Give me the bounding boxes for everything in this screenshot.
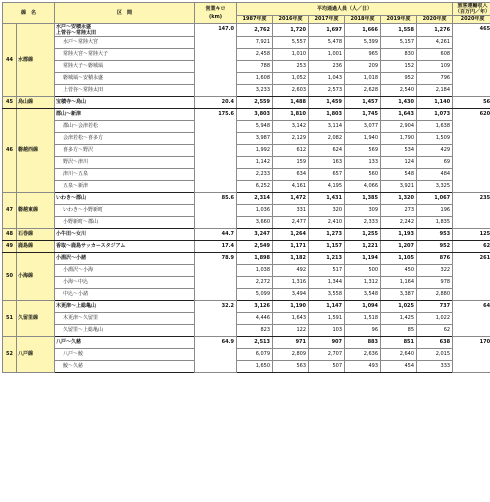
line-name: 久留里線 [17,301,55,337]
revenue-value: 125 [453,229,490,241]
traffic-value: 5,478 [309,37,345,49]
table-row [3,37,490,49]
traffic-value: 1,276 [417,24,453,37]
traffic-value: 1,320 [381,193,417,205]
traffic-value: 69 [417,157,453,169]
traffic-value: 4,446 [237,313,273,325]
table-row [3,349,490,361]
line-name: 小海線 [17,253,55,301]
traffic-value: 450 [381,265,417,277]
traffic-value: 1,036 [237,205,273,217]
traffic-value: 1,643 [381,109,417,121]
traffic-value: 1,745 [345,109,381,121]
traffic-value: 103 [309,325,345,337]
table-row [3,109,490,121]
table-row [3,169,490,181]
traffic-value: 1,142 [237,157,273,169]
traffic-value: 1,264 [273,229,309,241]
traffic-value: 1,255 [345,229,381,241]
section-name: 常陸大子～磐城塙 [55,61,195,73]
traffic-value: 634 [273,169,309,181]
traffic-value: 85 [381,325,417,337]
line-number: 52 [3,337,17,373]
section-name: 八戸～久慈 [55,337,195,349]
traffic-value: 5,399 [345,37,381,49]
traffic-value: 1,067 [417,193,453,205]
traffic-value: 1,312 [345,277,381,289]
revenue-value: 62 [453,241,490,253]
traffic-value: 3,494 [273,289,309,301]
section-name: 小牛田～女川 [55,229,195,241]
traffic-value: 608 [417,49,453,61]
section-name: いわき～小野新町 [55,205,195,217]
traffic-value: 971 [273,337,309,349]
traffic-value: 1,558 [381,24,417,37]
traffic-value: 3,142 [273,121,309,133]
traffic-value: 1,043 [309,73,345,85]
traffic-value: 2,242 [381,217,417,229]
traffic-value: 2,640 [381,349,417,361]
line-name: 水郡線 [17,24,55,97]
traffic-value: 3,921 [381,181,417,193]
traffic-value: 1,509 [417,133,453,145]
traffic-value: 952 [381,73,417,85]
route-km: 64.9 [195,337,237,373]
traffic-value: 4,195 [309,181,345,193]
traffic-value: 2,233 [237,169,273,181]
table-row [3,97,490,109]
traffic-value: 331 [273,205,309,217]
traffic-value: 1,697 [309,24,345,37]
table-row [3,301,490,313]
traffic-value: 534 [381,145,417,157]
section-name: 喜多方～野沢 [55,145,195,157]
section-name: 小野新町～郡山 [55,217,195,229]
traffic-value: 2,636 [345,349,381,361]
table-row [3,277,490,289]
table-row [3,253,490,265]
traffic-value: 1,790 [381,133,417,145]
traffic-table [2,2,490,373]
traffic-value: 2,410 [309,217,345,229]
line-number: 51 [3,301,17,337]
header-year: 2017年度 [309,16,345,24]
revenue-value: 170 [453,337,490,373]
traffic-value: 1,182 [273,253,309,265]
traffic-value: 3,387 [381,289,417,301]
traffic-value: 5,099 [237,289,273,301]
traffic-value: 1,431 [309,193,345,205]
traffic-value: 454 [381,361,417,373]
traffic-value: 1,992 [237,145,273,157]
section-name: 久留里～上総亀山 [55,325,195,337]
traffic-value: 500 [345,265,381,277]
table-row [3,241,490,253]
traffic-value: 1,140 [417,97,453,109]
traffic-value: 122 [273,325,309,337]
traffic-value: 2,184 [417,85,453,97]
traffic-value: 1,638 [417,121,453,133]
traffic-value: 1,591 [309,313,345,325]
section-name: いわき～郡山 [55,193,195,205]
traffic-value: 2,904 [381,121,417,133]
header-line: 線 名 [3,3,55,24]
route-km: 17.4 [195,241,237,253]
traffic-value: 309 [345,205,381,217]
traffic-value: 624 [309,145,345,157]
traffic-value: 1,022 [417,313,453,325]
section-name: 鮫～久慈 [55,361,195,373]
traffic-value: 124 [381,157,417,169]
route-km: 175.6 [195,109,237,193]
traffic-value: 1,073 [417,109,453,121]
traffic-value: 876 [417,253,453,265]
line-number: 49 [3,241,17,253]
traffic-value: 823 [237,325,273,337]
section-name: 水戸～安積永盛 上菅谷～常陸太田 [55,24,195,37]
section-name: 小淵沢～小諸 [55,253,195,265]
traffic-value: 6,079 [237,349,273,361]
traffic-value: 2,603 [273,85,309,97]
header-revenue: 旅客運輸収入 （百万円／年） [453,3,490,16]
route-km: 147.0 [195,24,237,97]
traffic-value: 830 [381,49,417,61]
traffic-value: 236 [309,61,345,73]
header-section: 区 間 [55,3,195,24]
section-name: 野沢～津川 [55,157,195,169]
traffic-value: 3,660 [237,217,273,229]
section-name: 小淵沢～小海 [55,265,195,277]
traffic-value: 2,559 [237,97,273,109]
table-row [3,133,490,145]
traffic-value: 1,643 [273,313,309,325]
table-row [3,49,490,61]
table-row [3,229,490,241]
section-name: 中込～小諸 [55,289,195,301]
section-name: 八戸～鮫 [55,349,195,361]
traffic-value: 1,273 [309,229,345,241]
traffic-value: 5,948 [237,121,273,133]
traffic-value: 569 [345,145,381,157]
route-km: 20.4 [195,97,237,109]
traffic-value: 2,573 [309,85,345,97]
revenue-value: 235 [453,193,490,229]
revenue-value: 64 [453,301,490,337]
table-row [3,73,490,85]
traffic-value: 1,650 [237,361,273,373]
traffic-value: 1,898 [237,253,273,265]
header-km: 営業キロ (km) [195,3,237,24]
traffic-value: 4,066 [345,181,381,193]
traffic-value: 429 [417,145,453,157]
line-number: 48 [3,229,17,241]
table-row [3,337,490,349]
traffic-value: 1,001 [309,49,345,61]
header-traffic: 平均通過人員（人／日） [237,3,453,16]
section-name: 津川～五泉 [55,169,195,181]
header-year: 2019年度 [381,16,417,24]
traffic-value: 253 [273,61,309,73]
traffic-value: 1,025 [381,301,417,313]
revenue-value: 56 [453,97,490,109]
traffic-value: 1,094 [345,301,381,313]
traffic-value: 1,472 [273,193,309,205]
traffic-value: 492 [273,265,309,277]
traffic-value: 3,558 [309,289,345,301]
traffic-value: 2,549 [237,241,273,253]
table-row [3,265,490,277]
section-name: 水戸～常陸大宮 [55,37,195,49]
traffic-value: 1,316 [273,277,309,289]
traffic-value: 883 [345,337,381,349]
traffic-value: 1,157 [309,241,345,253]
line-name: 烏山線 [17,97,55,109]
line-name: 八戸線 [17,337,55,373]
traffic-value: 1,010 [273,49,309,61]
header-revenue-year: 2020年度 [453,16,490,24]
traffic-value: 1,221 [345,241,381,253]
header-year: 2016年度 [273,16,309,24]
traffic-value: 7,921 [237,37,273,49]
table-row [3,361,490,373]
table-row [3,289,490,301]
traffic-value: 152 [381,61,417,73]
traffic-value: 2,628 [345,85,381,97]
traffic-value: 657 [309,169,345,181]
revenue-value: 261 [453,253,490,301]
traffic-value: 2,540 [381,85,417,97]
traffic-value: 560 [345,169,381,181]
traffic-value: 2,015 [417,349,453,361]
line-number: 45 [3,97,17,109]
table-row [3,61,490,73]
section-name: 香取～鹿島サッカースタジアム [55,241,195,253]
traffic-value: 322 [417,265,453,277]
traffic-value: 333 [417,361,453,373]
section-name: 磐城塙～安積永盛 [55,73,195,85]
traffic-value: 638 [417,337,453,349]
header-year: 2018年度 [345,16,381,24]
traffic-value: 1,720 [273,24,309,37]
table-row [3,325,490,337]
section-name: 会津若松～喜多方 [55,133,195,145]
traffic-value: 493 [345,361,381,373]
traffic-value: 1,194 [345,253,381,265]
traffic-value: 1,385 [345,193,381,205]
line-name: 鹿島線 [17,241,55,253]
table-row [3,24,490,37]
traffic-value: 2,272 [237,277,273,289]
section-name: 木更津～久留里 [55,313,195,325]
traffic-value: 4,261 [417,37,453,49]
traffic-value: 163 [309,157,345,169]
traffic-value: 1,018 [345,73,381,85]
traffic-value: 2,513 [237,337,273,349]
route-km: 44.7 [195,229,237,241]
traffic-value: 209 [345,61,381,73]
traffic-value: 3,987 [237,133,273,145]
traffic-value: 965 [345,49,381,61]
line-name: 磐越東線 [17,193,55,229]
section-name: 郡山～新津 [55,109,195,121]
traffic-value: 1,190 [273,301,309,313]
section-name: 郡山～会津若松 [55,121,195,133]
traffic-value: 907 [309,337,345,349]
header-year: 1987年度 [237,16,273,24]
traffic-value: 788 [237,61,273,73]
traffic-value: 1,147 [309,301,345,313]
traffic-value: 507 [309,361,345,373]
traffic-value: 1,835 [417,217,453,229]
traffic-value: 3,126 [237,301,273,313]
traffic-value: 1,052 [273,73,309,85]
traffic-value: 1,459 [309,97,345,109]
section-name: 木更津～上総亀山 [55,301,195,313]
table-row [3,205,490,217]
traffic-value: 2,129 [273,133,309,145]
traffic-value: 1,425 [381,313,417,325]
traffic-value: 3,233 [237,85,273,97]
traffic-value: 2,458 [237,49,273,61]
line-name: 磐越西線 [17,109,55,193]
revenue-value: 465 [453,24,490,97]
traffic-value: 1,608 [237,73,273,85]
traffic-value: 1,810 [273,109,309,121]
section-name: 五泉～新津 [55,181,195,193]
table-row [3,145,490,157]
table-row [3,313,490,325]
traffic-value: 1,666 [345,24,381,37]
traffic-value: 953 [417,229,453,241]
traffic-value: 1,105 [381,253,417,265]
traffic-value: 2,880 [417,289,453,301]
traffic-value: 851 [381,337,417,349]
traffic-value: 3,548 [345,289,381,301]
traffic-value: 3,803 [237,109,273,121]
traffic-value: 1,207 [381,241,417,253]
traffic-value: 2,707 [309,349,345,361]
route-km: 32.2 [195,301,237,337]
traffic-value: 2,082 [309,133,345,145]
table-row [3,181,490,193]
traffic-value: 1,803 [309,109,345,121]
section-name: 小海～中込 [55,277,195,289]
traffic-value: 2,314 [237,193,273,205]
traffic-value: 6,252 [237,181,273,193]
traffic-value: 96 [345,325,381,337]
line-number: 44 [3,24,17,97]
traffic-value: 1,193 [381,229,417,241]
traffic-value: 612 [273,145,309,157]
line-number: 46 [3,109,17,193]
section-name: 上菅谷～常陸太田 [55,85,195,97]
traffic-value: 548 [381,169,417,181]
traffic-value: 320 [309,205,345,217]
line-number: 47 [3,193,17,229]
section-name: 常陸大宮～常陸大子 [55,49,195,61]
traffic-value: 5,557 [273,37,309,49]
header-year: 2020年度 [417,16,453,24]
traffic-value: 196 [417,205,453,217]
traffic-value: 517 [309,265,345,277]
traffic-value: 1,940 [345,133,381,145]
traffic-value: 796 [417,73,453,85]
traffic-value: 2,762 [237,24,273,37]
traffic-value: 1,457 [345,97,381,109]
traffic-value: 563 [273,361,309,373]
traffic-value: 952 [417,241,453,253]
traffic-value: 62 [417,325,453,337]
traffic-value: 3,114 [309,121,345,133]
traffic-value: 2,809 [273,349,309,361]
traffic-value: 1,164 [381,277,417,289]
traffic-value: 1,213 [309,253,345,265]
traffic-value: 273 [381,205,417,217]
table-row [3,193,490,205]
traffic-value: 2,333 [345,217,381,229]
traffic-value: 1,344 [309,277,345,289]
traffic-value: 484 [417,169,453,181]
traffic-value: 159 [273,157,309,169]
traffic-value: 3,325 [417,181,453,193]
traffic-value: 5,157 [381,37,417,49]
table-row [3,85,490,97]
line-number: 50 [3,253,17,301]
table-body [3,24,490,373]
traffic-value: 4,161 [273,181,309,193]
table-row [3,157,490,169]
traffic-value: 737 [417,301,453,313]
traffic-value: 3,077 [345,121,381,133]
line-name: 石巻線 [17,229,55,241]
traffic-value: 1,430 [381,97,417,109]
section-name: 宝積寺～烏山 [55,97,195,109]
table-header [3,3,490,24]
traffic-value: 1,171 [273,241,309,253]
traffic-value: 1,518 [345,313,381,325]
table-row [3,217,490,229]
traffic-value: 109 [417,61,453,73]
traffic-value: 1,488 [273,97,309,109]
route-km: 85.6 [195,193,237,229]
traffic-value: 2,477 [273,217,309,229]
revenue-value: 620 [453,109,490,193]
traffic-value: 978 [417,277,453,289]
traffic-value: 133 [345,157,381,169]
traffic-value: 1,038 [237,265,273,277]
table-row [3,121,490,133]
traffic-value: 3,247 [237,229,273,241]
route-km: 78.9 [195,253,237,301]
